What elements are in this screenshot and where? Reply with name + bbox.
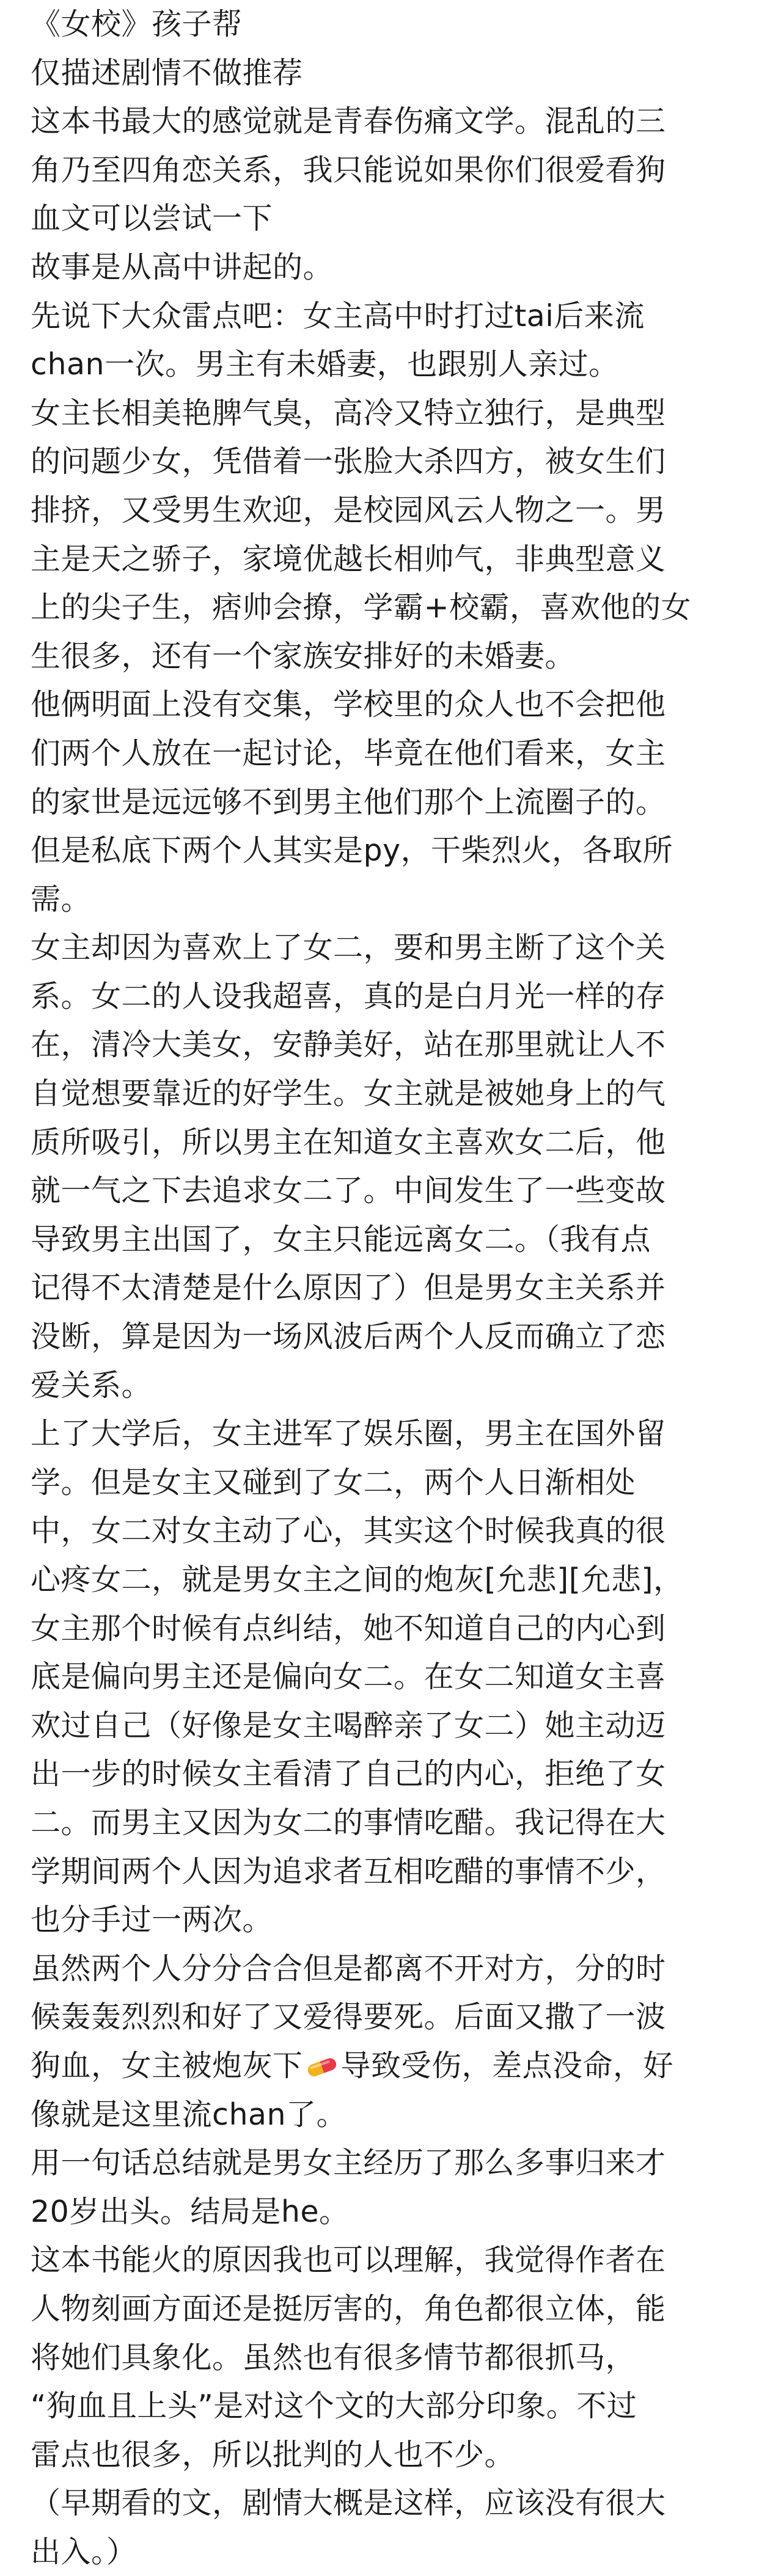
text-line: （早期看的文，剧情大概是这样，应该没有很大 — [31, 2486, 666, 2521]
text-line: 生很多，还有一个家族安排好的未婚妻。 — [31, 638, 576, 674]
text-line: chan一次。男主有未婚妻，也跟别人亲过。 — [31, 347, 619, 382]
text-line: 中，女二对女主动了心，其实这个时候我真的很 — [31, 1513, 666, 1549]
text-line: 故事是从高中讲起的。 — [31, 249, 334, 285]
text-line: 上的尖子生，痞帅会撩，学霸+校霸，喜欢他的女 — [31, 590, 692, 625]
text-line: 的家世是远远够不到男主他们那个上流圈子的。 — [31, 784, 666, 820]
text-segment: 导致受伤，差点没命，好 — [340, 2048, 674, 2083]
text-line: 人物刻画方面还是挺厉害的，角色都很立体，能 — [31, 2291, 666, 2326]
text-line: 他俩明面上没有交集，学校里的众人也不会把他 — [31, 687, 666, 722]
text-line: 血文可以尝试一下 — [31, 201, 273, 236]
text-line: 记得不太清楚是什么原因了）但是男女主关系并 — [31, 1270, 666, 1306]
text-line-with-emoji — [31, 2042, 752, 2090]
text-line: 学期间两个人因为追求者互相吃醋的事情不少， — [31, 1854, 666, 1889]
text-line: 虽然两个人分分合合但是都离不开对方，分的时 — [31, 1951, 666, 1986]
text-line: 女主长相美艳脾气臭，高冷又特立独行，是典型 — [31, 395, 666, 431]
text-line: 用一句话总结就是男女主经历了那么多事归来才 — [31, 2145, 666, 2181]
text-line: 这本书能火的原因我也可以理解，我觉得作者在 — [31, 2243, 666, 2278]
text-line: 将她们具象化。虽然也有很多情节都很抓马， — [31, 2340, 636, 2375]
text-line: 雷点也很多，所以批判的人也不少。 — [31, 2437, 515, 2472]
text-line: 出一步的时候女主看清了自己的内心，拒绝了女 — [31, 1756, 666, 1792]
text-line: 心疼女二，就是男女主之间的炮灰[允悲][允悲]， — [31, 1562, 684, 1597]
text-line: 这本书最大的感觉就是青春伤痛文学。混乱的三 — [31, 104, 666, 139]
text-line: 排挤，又受男生欢迎，是校园风云人物之一。男 — [31, 492, 666, 528]
text-line: 自觉想要靠近的好学生。女主就是被她身上的气 — [31, 1076, 666, 1112]
text-line: 底是偏向男主还是偏向女二。在女二知道女主喜 — [31, 1659, 666, 1695]
text-line: 爱关系。 — [31, 1367, 152, 1403]
text-line: 学。但是女主又碰到了女二，两个人日渐相处 — [31, 1464, 636, 1500]
text-line: 二。而男主又因为女二的事情吃醋。我记得在大 — [31, 1805, 666, 1840]
text-line: 但是私底下两个人其实是py，干柴烈火，各取所 — [31, 833, 673, 868]
text-line: 在，清冷大美女，安静美好，站在那里就让人不 — [31, 1027, 666, 1063]
text-line: 20岁出头。结局是he。 — [31, 2194, 350, 2229]
pill-icon — [304, 2058, 340, 2077]
text-line: 仅描述剧情不做推荐 — [31, 55, 303, 90]
text-segment: 狗血，女主被炮灰下 — [31, 2048, 303, 2083]
text-line: 《女校》孩子帮 — [31, 7, 243, 42]
text-line: 先说下大众雷点吧：女主高中时打过tai后来流 — [31, 298, 645, 333]
text-line: 的问题少女，凭借着一张脸大杀四方，被女生们 — [31, 444, 666, 479]
text-line: 没断，算是因为一场风波后两个人反而确立了恋 — [31, 1319, 666, 1355]
text-line: 们两个人放在一起讨论，毕竟在他们看来，女主 — [31, 735, 666, 771]
text-line: 角乃至四角恋关系，我只能说如果你们很爱看狗 — [31, 152, 666, 187]
text-line: 欢过自己（好像是女主喝醉亲了女二）她主动迈 — [31, 1708, 666, 1743]
text-line: 系。女二的人设我超喜，真的是白月光一样的存 — [31, 978, 666, 1014]
text-line: 女主却因为喜欢上了女二，要和男主断了这个关 — [31, 930, 666, 966]
text-line: 上了大学后，女主进军了娱乐圈，男主在国外留 — [31, 1416, 666, 1452]
text-line: 候轰轰烈烈和好了又爱得要死。后面又撒了一波 — [31, 1999, 666, 2035]
text-line: 导致男主出国了，女主只能远离女二。（我有点 — [31, 1221, 651, 1257]
text-line: 就一气之下去追求女二了。中间发生了一些变故 — [31, 1173, 666, 1209]
text-line: “狗血且上头”是对这个文的大部分印象。不过 — [31, 2389, 637, 2424]
text-line: 像就是这里流chan了。 — [31, 2097, 347, 2132]
text-line: 需。 — [31, 881, 92, 917]
text-line: 质所吸引，所以男主在知道女主喜欢女二后，他 — [31, 1124, 666, 1160]
text-line: 主是天之骄子，家境优越长相帅气，非典型意义 — [31, 541, 666, 577]
text-line: 也分手过一两次。 — [31, 1902, 273, 1938]
text-line: 女主那个时候有点纠结，她不知道自己的内心到 — [31, 1610, 666, 1646]
text-line: 出入。） — [31, 2534, 137, 2569]
